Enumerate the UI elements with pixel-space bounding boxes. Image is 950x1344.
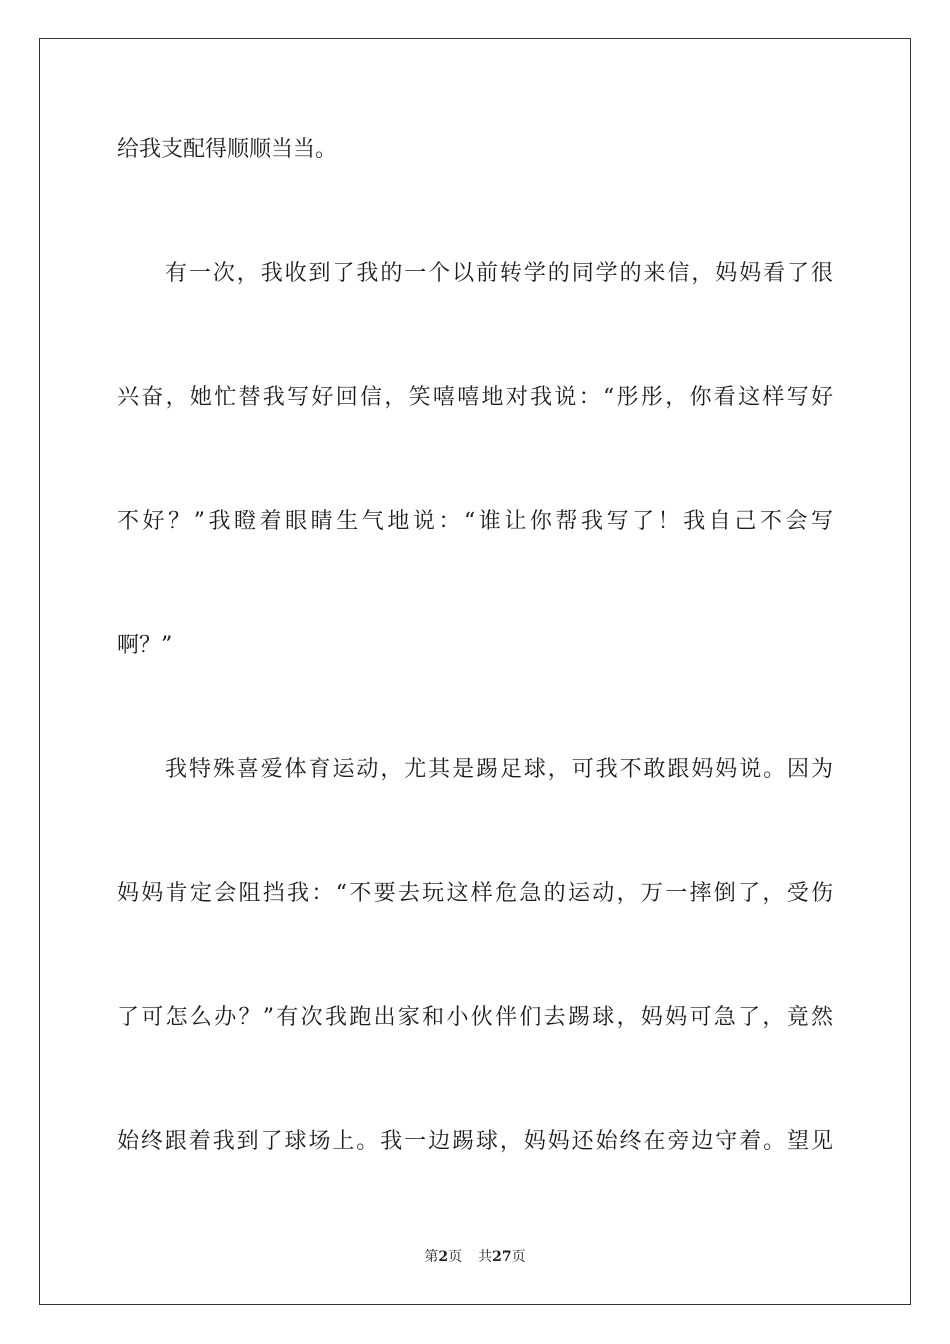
text-line-1: 给我支配得顺顺当当。 — [117, 137, 338, 162]
page-border — [39, 38, 911, 1305]
total-suffix: 页 — [511, 1249, 526, 1265]
page-number: 2 — [438, 1249, 449, 1265]
text-line-3: 兴奋，她忙替我写好回信，笑嘻嘻地对我说：“彤彤，你看这样写好 — [117, 385, 833, 410]
page-prefix: 第 — [424, 1249, 439, 1265]
text-line-7: 妈妈肯定会阻挡我：“不要去玩这样危急的运动，万一摔倒了，受伤 — [117, 881, 833, 906]
text-line-5: 啊？” — [117, 633, 173, 658]
text-line-4: 不好？”我瞪着眼睛生气地说：“谁让你帮我写了！我自己不会写 — [117, 509, 833, 534]
total-pages: 27 — [492, 1249, 512, 1265]
page-suffix: 页 — [448, 1249, 463, 1265]
text-line-8: 了可怎么办？”有次我跑出家和小伙伴们去踢球，妈妈可急了，竟然 — [117, 1005, 833, 1030]
text-line-6: 我特殊喜爱体育运动，尤其是踢足球，可我不敢跟妈妈说。因为 — [165, 757, 833, 782]
total-prefix: 共 — [478, 1249, 493, 1265]
text-line-9: 始终跟着我到了球场上。我一边踢球，妈妈还始终在旁边守着。望见 — [117, 1129, 833, 1154]
page-footer — [0, 1248, 950, 1266]
text-line-2: 有一次，我收到了我的一个以前转学的同学的来信，妈妈看了很 — [165, 261, 833, 286]
